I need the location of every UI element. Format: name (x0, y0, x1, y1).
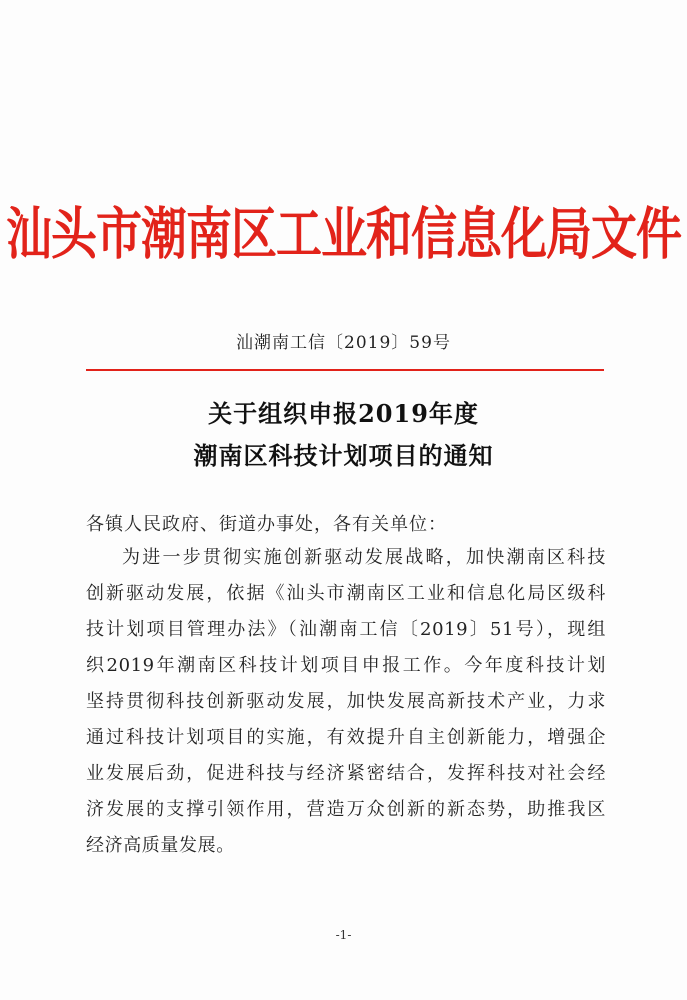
notice-title-line-1: 关于组织申报2019年度 (208, 399, 479, 428)
body-line: 坚持贯彻科技创新驱动发展，加快发展高新技术产业，力求 (86, 691, 606, 712)
issuer-header: 汕头市潮南区工业和信息化局文件 (6, 200, 681, 267)
body-line: 创新驱动发展，依据《汕头市潮南区工业和信息化局区级科 (86, 583, 606, 604)
notice-title-line-2: 潮南区科技计划项目的通知 (193, 441, 494, 470)
body-line: 经济高质量发展。 (86, 835, 235, 856)
body-line: 技计划项目管理办法》（汕潮南工信〔2019〕51号），现组 (86, 619, 606, 640)
body-line: 织2019年潮南区科技计划项目申报工作。今年度科技计划 (86, 655, 606, 676)
red-divider-line (86, 369, 604, 371)
salutation: 各镇人民政府、街道办事处，各有关单位： (86, 514, 447, 535)
body-line: 业发展后劲，促进科技与经济紧密结合，发挥科技对社会经 (86, 763, 606, 784)
document-number: 汕潮南工信〔2019〕59号 (236, 333, 451, 353)
body-line: 济发展的支撑引领作用，营造万众创新的新态势，助推我区 (86, 799, 606, 820)
body-paragraph (86, 540, 606, 864)
body-line: 通过科技计划项目的实施，有效提升自主创新能力，增强企 (86, 727, 606, 748)
body-line: 为进一步贯彻实施创新驱动发展战略，加快潮南区科技 (122, 547, 606, 568)
page-number: -1- (335, 928, 352, 942)
